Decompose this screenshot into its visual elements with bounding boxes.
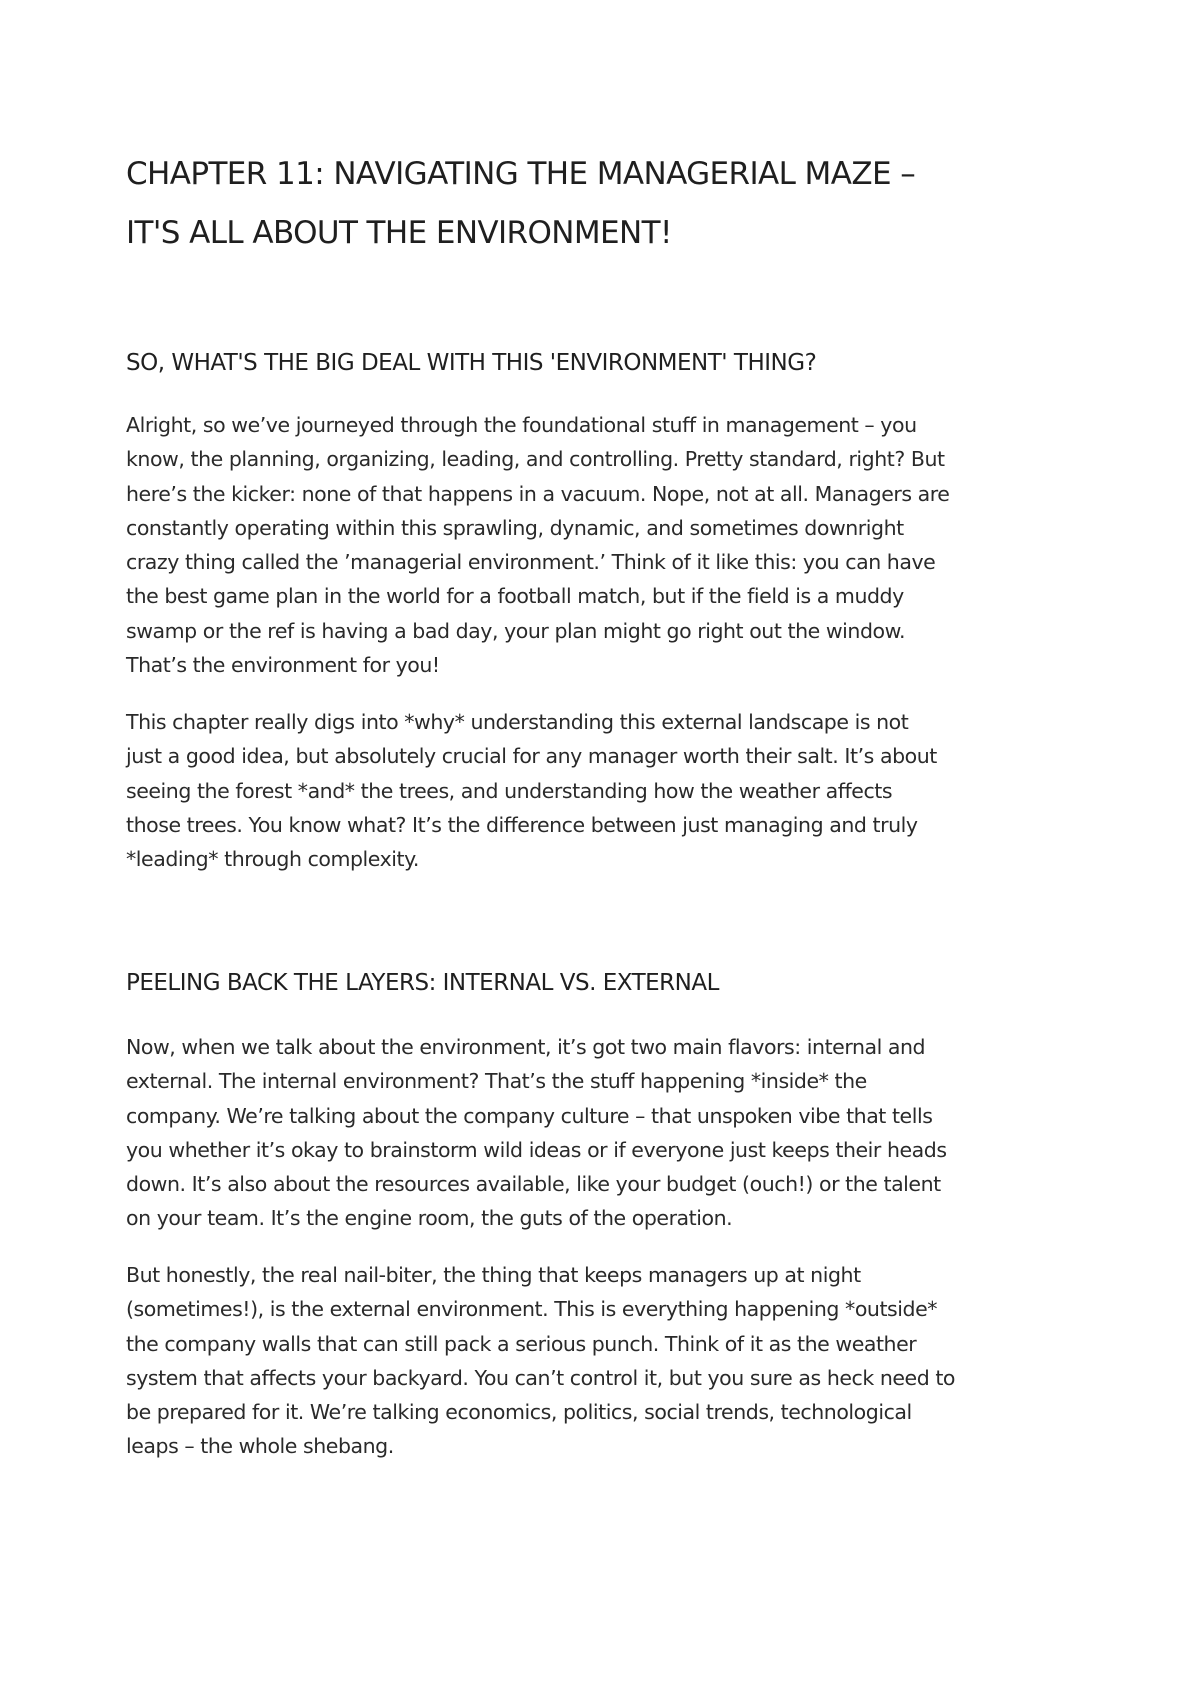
paragraph-line: company. We’re talking about the company culture – that unspoken vibe that tells [126, 1103, 933, 1128]
paragraph-line: know, the planning, organizing, leading, and controlling. Pretty standard, right? But [126, 447, 945, 472]
paragraph-line: seeing the forest *and* the trees, and understanding how the weather affects [126, 778, 893, 803]
paragraph-line: you whether it’s okay to brainstorm wild ideas or if everyone just keeps their heads [126, 1137, 947, 1162]
chapter-title-line: CHAPTER 11: NAVIGATING THE MANAGERIAL MAZE – [126, 156, 916, 192]
paragraph-line: constantly operating within this sprawling, dynamic, and sometimes downright [126, 515, 904, 540]
paragraph-line: Alright, so we’ve journeyed through the foundational stuff in management – you [126, 413, 917, 437]
paragraph-external-environment [126, 1258, 1086, 1464]
paragraph-line: the best game plan in the world for a football match, but if the field is a muddy [126, 584, 904, 609]
section-heading-environment: SO, WHAT'S THE BIG DEAL WITH THIS 'ENVIRONMENT' THING? [126, 350, 817, 376]
paragraph-line: (sometimes!), is the external environment. This is everything happening *outside* [126, 1297, 938, 1322]
paragraph-line: This chapter really digs into *why* understanding this external landscape is not [126, 710, 909, 734]
chapter-title-line: IT'S ALL ABOUT THE ENVIRONMENT! [126, 215, 672, 251]
paragraph-line: But honestly, the real nail-biter, the thing that keeps managers up at night [126, 1263, 861, 1287]
paragraph-line: leaps – the whole shebang. [126, 1434, 394, 1459]
paragraph-internal-environment [126, 1030, 1086, 1236]
paragraph-line: down. It’s also about the resources available, like your budget (ouch!) or the talent [126, 1172, 941, 1197]
paragraph-line: here’s the kicker: none of that happens in a vacuum. Nope, not at all. Managers are [126, 481, 950, 506]
paragraph-line: be prepared for it. We’re talking economics, politics, social trends, technological [126, 1400, 912, 1425]
paragraph-line: the company walls that can still pack a serious punch. Think of it as the weather [126, 1331, 917, 1356]
paragraph-line: external. The internal environment? That’s the stuff happening *inside* the [126, 1069, 867, 1094]
paragraph-line: on your team. It’s the engine room, the guts of the operation. [126, 1206, 733, 1231]
paragraph-line: system that affects your backyard. You can’t control it, but you sure as heck need to [126, 1365, 956, 1390]
paragraph-line: just a good idea, but absolutely crucial for any manager worth their salt. It’s about [126, 744, 937, 769]
paragraph-line: those trees. You know what? It’s the difference between just managing and truly [126, 812, 918, 837]
paragraph-intro [126, 408, 1086, 682]
paragraph-line: crazy thing called the ’managerial environment.’ Think of it like this: you can have [126, 550, 936, 575]
paragraph-line: Now, when we talk about the environment, it’s got two main flavors: internal and [126, 1035, 926, 1059]
paragraph-chapter-purpose [126, 705, 1086, 876]
section-heading-internal-external: PEELING BACK THE LAYERS: INTERNAL VS. EXTERNAL [126, 970, 719, 996]
paragraph-line: That’s the environment for you! [126, 653, 440, 678]
paragraph-line: swamp or the ref is having a bad day, your plan might go right out the window. [126, 618, 906, 643]
chapter-title [126, 145, 1086, 263]
paragraph-line: *leading* through complexity. [126, 847, 419, 872]
